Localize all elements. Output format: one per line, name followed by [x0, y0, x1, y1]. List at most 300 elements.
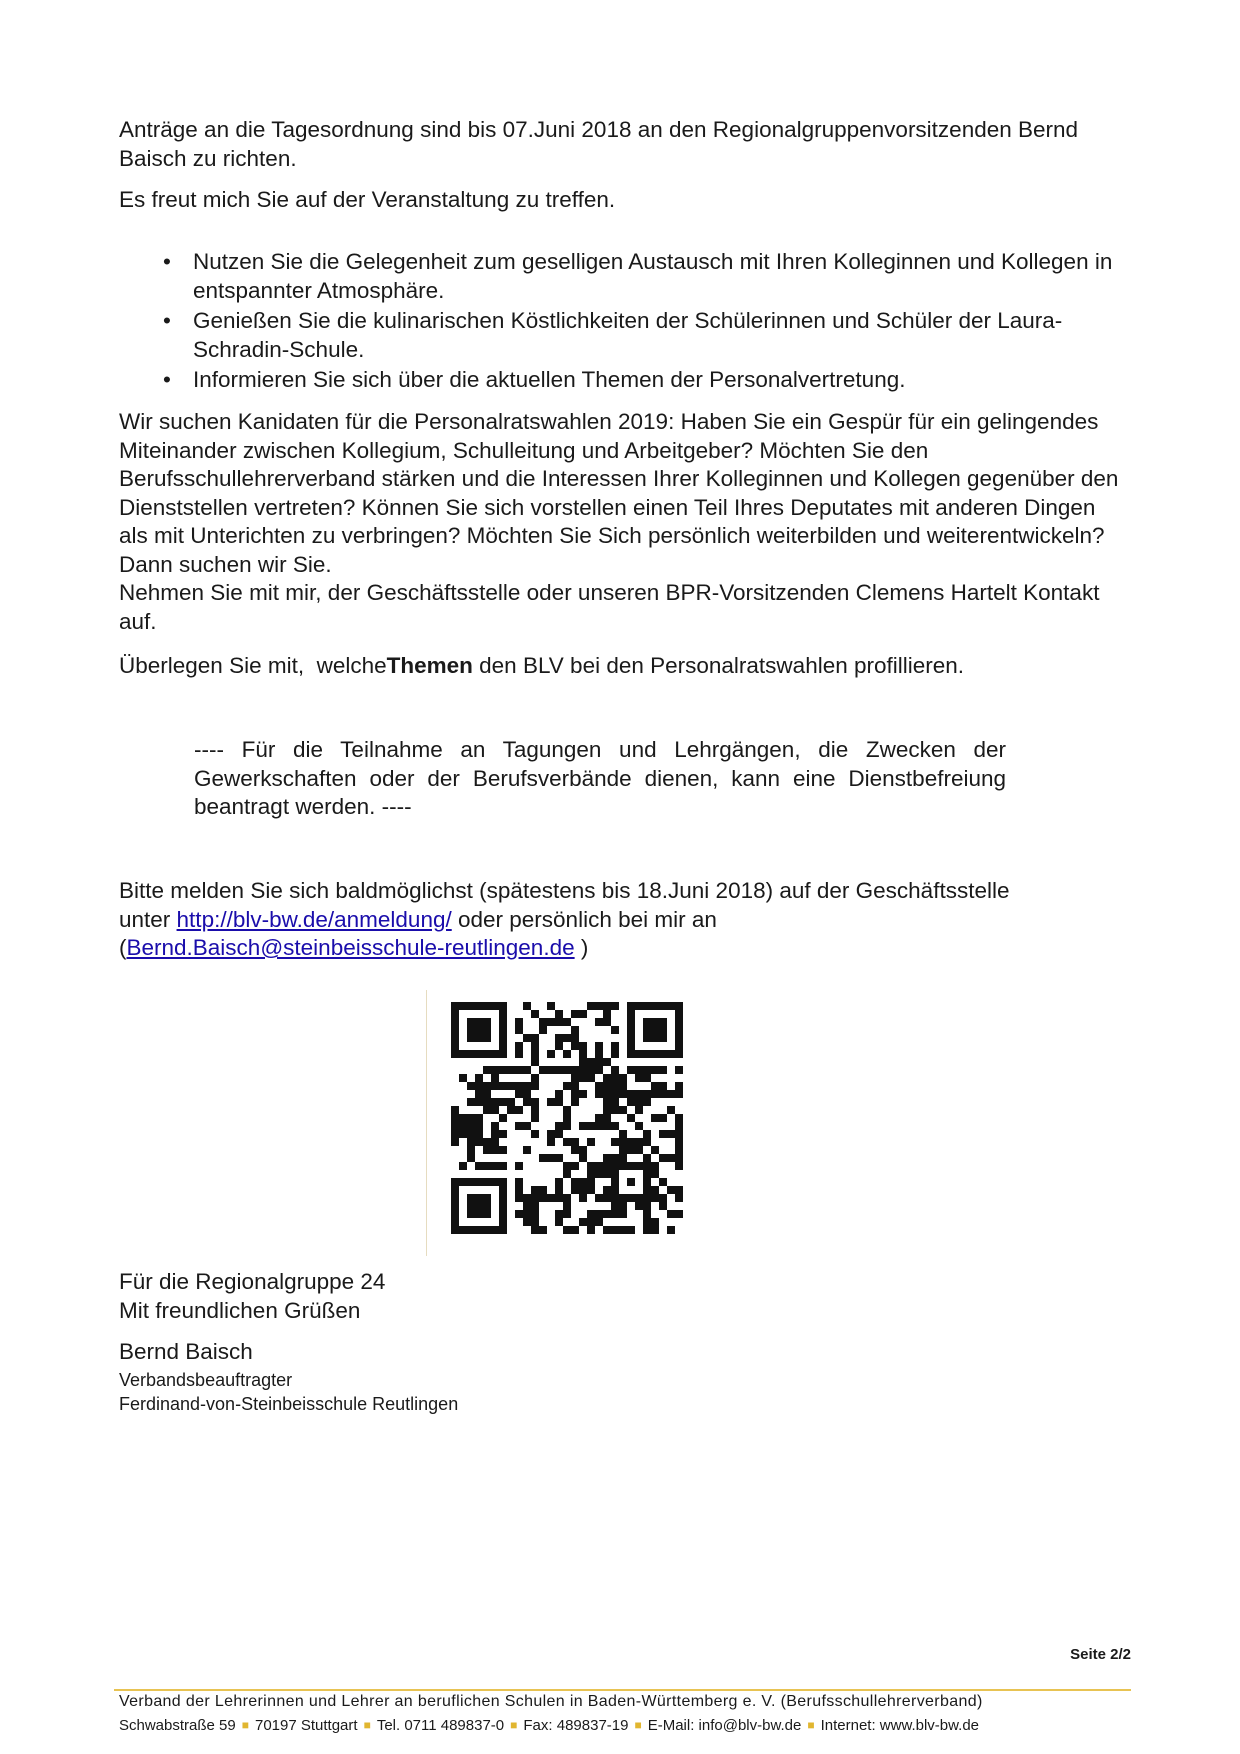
qr-module [651, 1218, 659, 1226]
qr-module [523, 1098, 531, 1106]
qr-module [675, 1210, 683, 1218]
qr-module [659, 1018, 667, 1026]
signature-closing: Mit freundlichen Grüßen [119, 1298, 361, 1323]
footer-contact: Schwabstraße 59 ■ 70197 Stuttgart ■ Tel. 0711 489837-0 ■ Fax: 489837-19 ■ E-Mail: info@blv-bw.de ■ Internet: www.blv-bw.de [119, 1717, 980, 1734]
qr-module [643, 1098, 651, 1106]
qr-module [531, 1210, 539, 1218]
qr-module [651, 1162, 659, 1170]
qr-module [467, 1146, 475, 1154]
qr-module [587, 1074, 595, 1082]
qr-module [523, 1210, 531, 1218]
qr-module [467, 1194, 475, 1202]
qr-module [491, 1050, 499, 1058]
qr-module [459, 1002, 467, 1010]
qr-module [483, 1202, 491, 1210]
qr-module [627, 1026, 635, 1034]
qr-module [643, 1202, 651, 1210]
qr-module [603, 1226, 611, 1234]
qr-module [619, 1074, 627, 1082]
qr-module [523, 1194, 531, 1202]
qr-module [595, 1114, 603, 1122]
qr-module [643, 1034, 651, 1042]
qr-module [563, 1138, 571, 1146]
qr-module [595, 1218, 603, 1226]
qr-module [539, 1186, 547, 1194]
qr-module [603, 1122, 611, 1130]
qr-module [555, 1122, 563, 1130]
qr-module [667, 1106, 675, 1114]
qr-module [491, 1130, 499, 1138]
separator-icon: ■ [363, 1718, 371, 1732]
qr-module [595, 1042, 603, 1050]
qr-module [563, 1082, 571, 1090]
qr-module [587, 1058, 595, 1066]
qr-module [603, 1194, 611, 1202]
qr-module [483, 1026, 491, 1034]
qr-module [651, 1050, 659, 1058]
qr-module [523, 1202, 531, 1210]
qr-module [587, 1178, 595, 1186]
qr-module [595, 1002, 603, 1010]
qr-module [475, 1114, 483, 1122]
qr-module [627, 1194, 635, 1202]
recruitment-paragraph: Wir suchen Kanidaten für die Personalratswahlen 2019: Haben Sie ein Gespür für ein gelingendes Miteinander zwischen Kollegium, Schulleitung und Arbeitgeber? Möchten Sie den Berufsschullehrerverband stärken und die Interessen Ihrer Kolleginnen und Kollegen gegenüber den Dienststellen vertreten? Können Sie sich vorstellen einen Teil Ihres Deputates mit anderen Dingen als mit Unterichten zu verbringen? Möchten Sie Sich persönlich weiterbilden und weiterentwickeln? Dann suchen wir Sie. Nehmen Sie mit mir, der Geschäftsstelle oder unseren BPR-Vorsitzenden Clemens Hartelt Kontakt auf. [119, 409, 1119, 634]
qr-module [459, 1074, 467, 1082]
agenda-paragraph: Anträge an die Tagesordnung sind bis 07.Juni 2018 an den Regionalgruppenvorsitzenden Bernd Baisch zu richten. [119, 117, 1079, 171]
qr-module [675, 1026, 683, 1034]
qr-module [515, 1066, 523, 1074]
qr-module [563, 1210, 571, 1218]
qr-module [595, 1210, 603, 1218]
qr-module [563, 1170, 571, 1178]
qr-module [643, 1210, 651, 1218]
qr-module [467, 1098, 475, 1106]
qr-module [467, 1138, 475, 1146]
qr-module [555, 1210, 563, 1218]
qr-module [627, 1178, 635, 1186]
qr-module [499, 1162, 507, 1170]
qr-module [499, 1202, 507, 1210]
bullet-icon: • [163, 249, 171, 274]
qr-module [635, 1138, 643, 1146]
qr-module [467, 1210, 475, 1218]
bullet-list [119, 248, 1129, 397]
qr-module [451, 1050, 459, 1058]
qr-module [579, 1186, 587, 1194]
qr-module [475, 1034, 483, 1042]
qr-module [643, 1194, 651, 1202]
qr-module [611, 1090, 619, 1098]
qr-module [539, 1154, 547, 1162]
qr-module [603, 1114, 611, 1122]
qr-module [659, 1194, 667, 1202]
qr-module [651, 1226, 659, 1234]
qr-module [483, 1226, 491, 1234]
qr-module [499, 1186, 507, 1194]
qr-module [547, 1050, 555, 1058]
list-item: • Informieren Sie sich über die aktuellen Themen der Personalvertretung. [119, 366, 1129, 395]
qr-module [603, 1186, 611, 1194]
qr-module [571, 1082, 579, 1090]
qr-module [531, 1226, 539, 1234]
qr-module [643, 1050, 651, 1058]
qr-module [571, 1178, 579, 1186]
qr-module [675, 1042, 683, 1050]
qr-module [603, 1058, 611, 1066]
qr-module [515, 1018, 523, 1026]
qr-module [483, 1018, 491, 1026]
qr-module [587, 1066, 595, 1074]
qr-module [491, 1002, 499, 1010]
qr-module [563, 1066, 571, 1074]
qr-module [523, 1090, 531, 1098]
qr-module [595, 1058, 603, 1066]
qr-module [595, 1066, 603, 1074]
qr-module [643, 1018, 651, 1026]
qr-module [675, 1186, 683, 1194]
qr-module [531, 1130, 539, 1138]
leave-note: ---- Für die Teilnahme an Tagungen und Lehrgängen, die Zwecken der Gewerkschaften oder der Berufsverbände dienen, kann eine Dienstbefreiung beantragt werden. ---- [194, 737, 1006, 819]
qr-module [555, 1186, 563, 1194]
qr-module [467, 1130, 475, 1138]
qr-module [475, 1082, 483, 1090]
qr-module [643, 1170, 651, 1178]
qr-module [595, 1170, 603, 1178]
qr-module [611, 1178, 619, 1186]
qr-module [499, 1010, 507, 1018]
qr-module [587, 1218, 595, 1226]
qr-module [643, 1162, 651, 1170]
qr-module [619, 1162, 627, 1170]
qr-module [619, 1226, 627, 1234]
qr-module [531, 1042, 539, 1050]
qr-module [531, 1010, 539, 1018]
qr-module [675, 1034, 683, 1042]
qr-module [531, 1114, 539, 1122]
qr-module [499, 1114, 507, 1122]
qr-module [451, 1018, 459, 1026]
qr-module [627, 1010, 635, 1018]
qr-module [499, 1034, 507, 1042]
qr-module [579, 1178, 587, 1186]
qr-module [491, 1098, 499, 1106]
qr-module [483, 1090, 491, 1098]
qr-module [611, 1194, 619, 1202]
qr-module [523, 1122, 531, 1130]
qr-module [579, 1154, 587, 1162]
qr-module [563, 1162, 571, 1170]
qr-module [467, 1178, 475, 1186]
qr-module [467, 1226, 475, 1234]
qr-module [627, 1226, 635, 1234]
qr-module [555, 1194, 563, 1202]
qr-module [539, 1018, 547, 1026]
qr-module [459, 1050, 467, 1058]
qr-module [499, 1098, 507, 1106]
bullet-icon: • [163, 308, 171, 333]
email-link[interactable]: Bernd.Baisch@steinbeisschule-reutlingen.de [126, 935, 575, 960]
qr-module [595, 1162, 603, 1170]
qr-module [675, 1114, 683, 1122]
qr-module [507, 1098, 515, 1106]
qr-module [451, 1106, 459, 1114]
qr-module [563, 1226, 571, 1234]
qr-module [595, 1082, 603, 1090]
registration-link[interactable]: http://blv-bw.de/anmeldung/ [176, 906, 452, 932]
qr-module [531, 1186, 539, 1194]
qr-module [635, 1002, 643, 1010]
qr-module [611, 1082, 619, 1090]
qr-module [579, 1066, 587, 1074]
qr-module [467, 1202, 475, 1210]
qr-module [539, 1226, 547, 1234]
qr-module [579, 1058, 587, 1066]
qr-module [675, 1138, 683, 1146]
qr-module [579, 1218, 587, 1226]
qr-module [547, 1002, 555, 1010]
qr-module [483, 1002, 491, 1010]
qr-module [579, 1090, 587, 1098]
signature-group: Für die Regionalgruppe 24 [119, 1269, 386, 1294]
qr-module [483, 1082, 491, 1090]
qr-module [659, 1002, 667, 1010]
qr-module [627, 1002, 635, 1010]
qr-module [531, 1074, 539, 1082]
qr-module [595, 1018, 603, 1026]
qr-module [499, 1082, 507, 1090]
qr-module [523, 1066, 531, 1074]
qr-module [467, 1154, 475, 1162]
qr-module [531, 1218, 539, 1226]
qr-module [579, 1010, 587, 1018]
qr-module [595, 1050, 603, 1058]
qr-module [643, 1154, 651, 1162]
qr-module [611, 1154, 619, 1162]
qr-module [643, 1074, 651, 1082]
qr-module [675, 1066, 683, 1074]
qr-module [475, 1226, 483, 1234]
qr-module [619, 1210, 627, 1218]
qr-module [603, 1090, 611, 1098]
qr-module [491, 1074, 499, 1082]
qr-module [467, 1026, 475, 1034]
qr-module [611, 1226, 619, 1234]
qr-module [619, 1130, 627, 1138]
qr-module [571, 1146, 579, 1154]
qr-module [515, 1122, 523, 1130]
qr-module [619, 1138, 627, 1146]
qr-module [563, 1050, 571, 1058]
qr-module [571, 1162, 579, 1170]
qr-module [475, 1002, 483, 1010]
qr-module [643, 1002, 651, 1010]
qr-module [563, 1018, 571, 1026]
qr-module [459, 1122, 467, 1130]
separator-icon: ■ [807, 1718, 815, 1732]
qr-module [539, 1194, 547, 1202]
qr-module [635, 1162, 643, 1170]
qr-module [611, 1050, 619, 1058]
qr-module [659, 1090, 667, 1098]
qr-module [475, 1074, 483, 1082]
qr-module [515, 1186, 523, 1194]
qr-module [619, 1202, 627, 1210]
qr-module [619, 1106, 627, 1114]
qr-module [491, 1066, 499, 1074]
qr-module [587, 1002, 595, 1010]
qr-module [499, 1130, 507, 1138]
qr-module [627, 1034, 635, 1042]
qr-module [459, 1130, 467, 1138]
qr-module [547, 1194, 555, 1202]
qr-module [595, 1090, 603, 1098]
qr-module [563, 1122, 571, 1130]
qr-module [579, 1042, 587, 1050]
qr-module [603, 1162, 611, 1170]
qr-module [635, 1106, 643, 1114]
qr-module [499, 1226, 507, 1234]
qr-module [619, 1082, 627, 1090]
qr-module [515, 1050, 523, 1058]
qr-module [483, 1162, 491, 1170]
qr-module [451, 1218, 459, 1226]
qr-module [467, 1050, 475, 1058]
qr-code-image [451, 1002, 683, 1234]
qr-module [515, 1162, 523, 1170]
qr-module [635, 1194, 643, 1202]
qr-module [491, 1106, 499, 1114]
qr-module [611, 1106, 619, 1114]
qr-module [523, 1002, 531, 1010]
qr-module [555, 1042, 563, 1050]
qr-module [675, 1154, 683, 1162]
qr-module [675, 1194, 683, 1202]
qr-module [451, 1130, 459, 1138]
qr-module [499, 1194, 507, 1202]
qr-module [643, 1130, 651, 1138]
qr-module [611, 1074, 619, 1082]
qr-module [643, 1226, 651, 1234]
qr-module [563, 1114, 571, 1122]
qr-module [595, 1194, 603, 1202]
qr-module [627, 1114, 635, 1122]
qr-module [611, 1026, 619, 1034]
qr-module [499, 1050, 507, 1058]
qr-module [603, 1010, 611, 1018]
qr-module [491, 1138, 499, 1146]
qr-module [475, 1194, 483, 1202]
qr-module [603, 1074, 611, 1082]
qr-module [531, 1202, 539, 1210]
qr-module [659, 1082, 667, 1090]
qr-module [555, 1018, 563, 1026]
qr-module [667, 1090, 675, 1098]
qr-module [643, 1090, 651, 1098]
qr-module [451, 1178, 459, 1186]
qr-module [611, 1186, 619, 1194]
qr-module [451, 1138, 459, 1146]
qr-module [667, 1050, 675, 1058]
qr-module [611, 1202, 619, 1210]
qr-module [571, 1034, 579, 1042]
qr-module [483, 1066, 491, 1074]
qr-module [603, 1098, 611, 1106]
qr-module [643, 1186, 651, 1194]
qr-module [627, 1066, 635, 1074]
qr-module [547, 1066, 555, 1074]
qr-module [475, 1018, 483, 1026]
qr-module [555, 1154, 563, 1162]
page-number: Seite 2/2 [1070, 1646, 1131, 1663]
qr-module [491, 1146, 499, 1154]
qr-module [611, 1170, 619, 1178]
qr-module [651, 1114, 659, 1122]
qr-module [571, 1090, 579, 1098]
qr-module [667, 1226, 675, 1234]
qr-module [563, 1034, 571, 1042]
qr-module [563, 1194, 571, 1202]
qr-module [467, 1018, 475, 1026]
qr-module [587, 1162, 595, 1170]
qr-module [587, 1122, 595, 1130]
qr-module [491, 1122, 499, 1130]
qr-module [451, 1210, 459, 1218]
qr-module [635, 1074, 643, 1082]
qr-module [651, 1186, 659, 1194]
qr-module [467, 1002, 475, 1010]
qr-module [659, 1034, 667, 1042]
qr-module [651, 1082, 659, 1090]
qr-module [595, 1122, 603, 1130]
qr-module [635, 1146, 643, 1154]
qr-module [499, 1218, 507, 1226]
qr-module [475, 1162, 483, 1170]
qr-module [643, 1066, 651, 1074]
qr-module [627, 1042, 635, 1050]
qr-module [475, 1138, 483, 1146]
qr-module [603, 1018, 611, 1026]
qr-module [499, 1042, 507, 1050]
qr-module [667, 1154, 675, 1162]
qr-module [515, 1026, 523, 1034]
qr-module [659, 1026, 667, 1034]
qr-module [643, 1026, 651, 1034]
qr-module [499, 1066, 507, 1074]
qr-module [571, 1074, 579, 1082]
qr-module [491, 1082, 499, 1090]
qr-module [611, 1098, 619, 1106]
qr-module [555, 1218, 563, 1226]
qr-module [451, 1202, 459, 1210]
qr-module [499, 1026, 507, 1034]
qr-module [651, 1170, 659, 1178]
qr-module [475, 1202, 483, 1210]
qr-module [667, 1186, 675, 1194]
qr-module [571, 1226, 579, 1234]
qr-module [563, 1202, 571, 1210]
qr-module [619, 1194, 627, 1202]
qr-module [643, 1178, 651, 1186]
qr-module [459, 1114, 467, 1122]
qr-module [499, 1002, 507, 1010]
qr-module [587, 1138, 595, 1146]
separator-icon: ■ [510, 1718, 518, 1732]
qr-module [603, 1082, 611, 1090]
qr-module [531, 1034, 539, 1042]
qr-module [451, 1026, 459, 1034]
qr-module [531, 1098, 539, 1106]
qr-module [571, 1042, 579, 1050]
